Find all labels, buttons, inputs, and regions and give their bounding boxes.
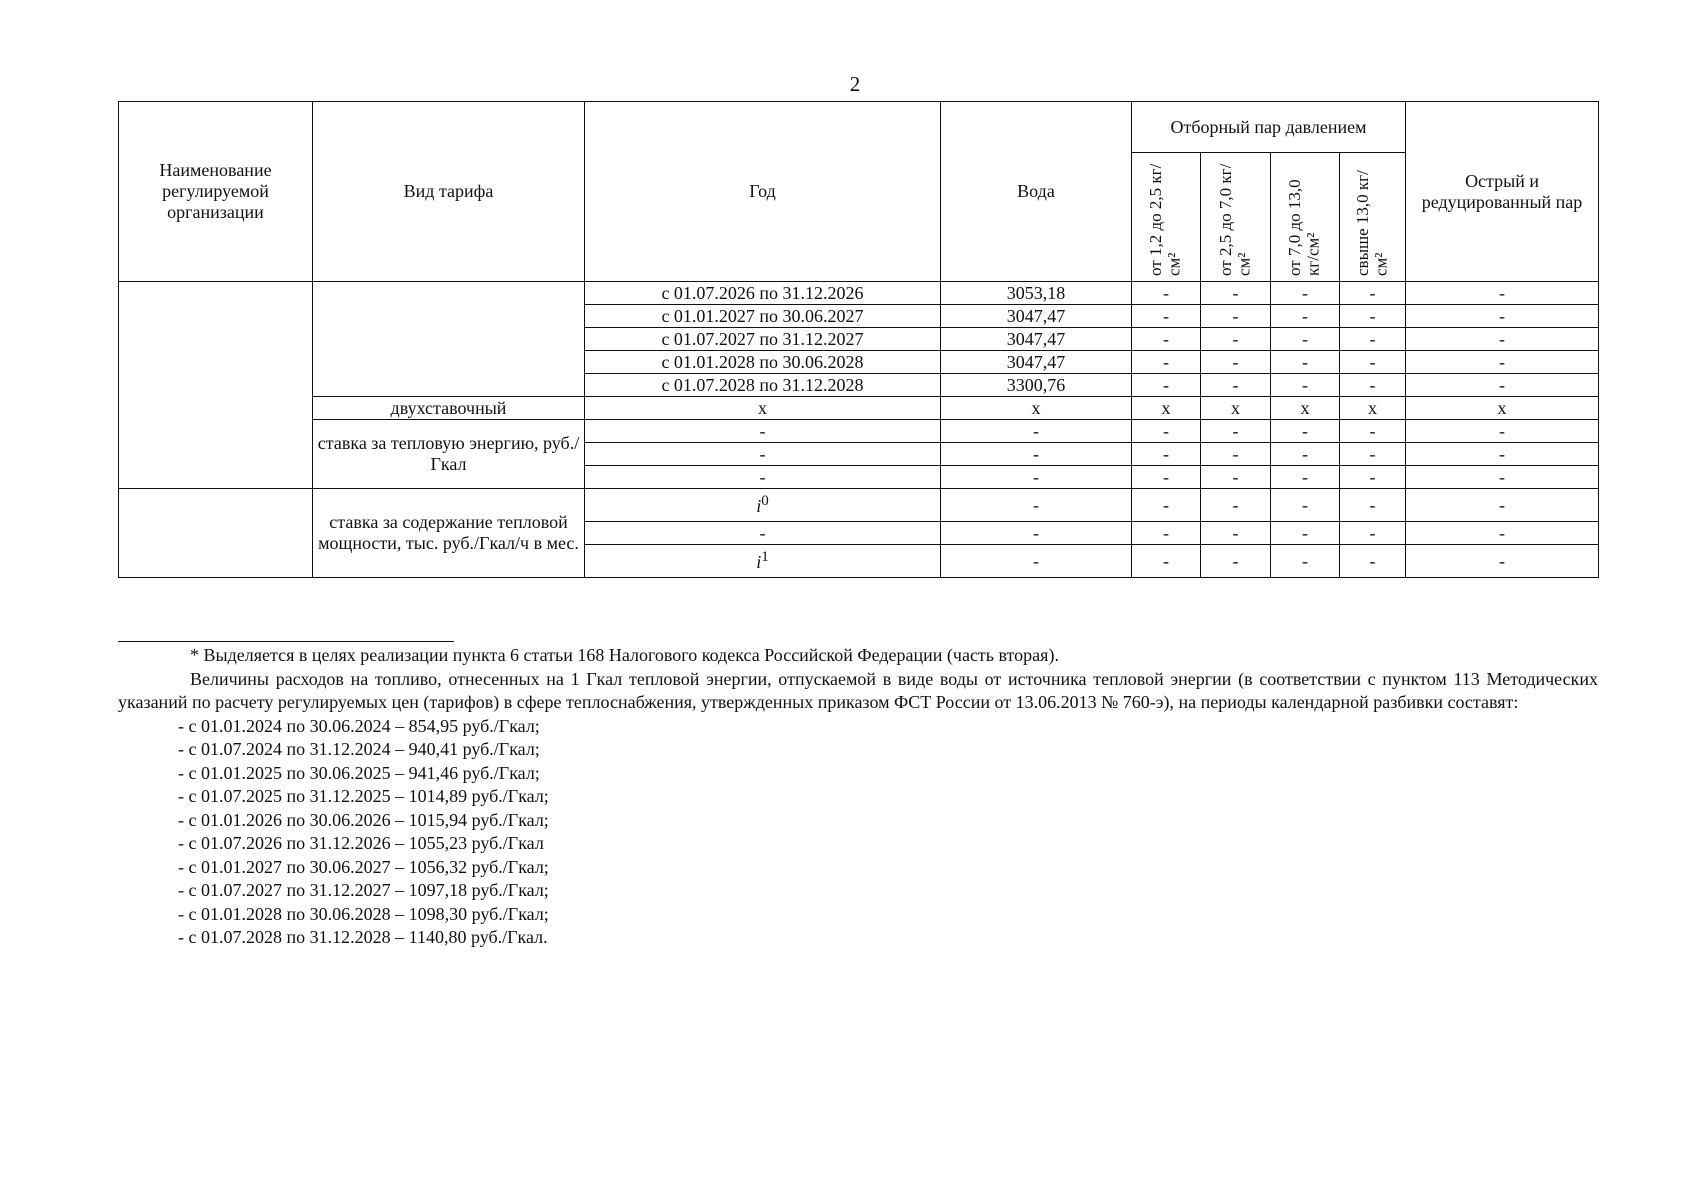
steam-2-cell: -	[1201, 545, 1271, 578]
notes-section	[118, 644, 1598, 950]
water-cell: х	[941, 397, 1132, 420]
sharp-steam-cell: -	[1406, 420, 1599, 443]
steam-1-cell: -	[1132, 374, 1201, 397]
list-item: - с 01.07.2025 по 31.12.2025 – 1014,89 руб./Гкал;	[178, 786, 549, 806]
year-cell: с 01.01.2027 по 30.06.2027	[585, 305, 941, 328]
steam-1-cell: -	[1132, 545, 1201, 578]
footnote-divider	[118, 641, 454, 642]
steam-1-cell: -	[1132, 305, 1201, 328]
header-year: Год	[585, 102, 941, 282]
steam-2-cell: -	[1201, 522, 1271, 545]
water-cell: -	[941, 545, 1132, 578]
steam-3-cell: -	[1271, 443, 1340, 466]
index-symbol: i	[756, 552, 762, 573]
steam-3-cell: х	[1271, 397, 1340, 420]
sharp-steam-cell: -	[1406, 374, 1599, 397]
list-item: - с 01.07.2027 по 31.12.2027 – 1097,18 руб./Гкал;	[178, 880, 549, 900]
steam-4-cell: -	[1340, 489, 1406, 522]
steam-2-cell: х	[1201, 397, 1271, 420]
steam-1-cell: -	[1132, 443, 1201, 466]
year-cell: -	[585, 420, 941, 443]
fuel-cost-list	[118, 715, 1598, 950]
steam-3-cell: -	[1271, 351, 1340, 374]
list-item: - с 01.07.2028 по 31.12.2028 – 1140,80 руб./Гкал.	[178, 927, 548, 947]
list-item: - с 01.01.2026 по 30.06.2026 – 1015,94 руб./Гкал;	[178, 809, 549, 830]
steam-2-cell: -	[1201, 420, 1271, 443]
steam-4-cell: -	[1340, 466, 1406, 489]
steam-4-cell: -	[1340, 282, 1406, 305]
sharp-steam-cell: -	[1406, 305, 1599, 328]
org-name-cell	[119, 282, 313, 489]
org-name-cell-lower	[119, 489, 313, 578]
steam-4-cell: -	[1340, 420, 1406, 443]
steam-1-cell: -	[1132, 420, 1201, 443]
steam-2-cell: -	[1201, 489, 1271, 522]
table-row	[119, 282, 1599, 305]
sharp-steam-cell: х	[1406, 397, 1599, 420]
page-number: 2	[849, 72, 861, 96]
two-rate-label: двухставочный	[313, 397, 585, 420]
sharp-steam-cell: -	[1406, 466, 1599, 489]
steam-4-cell: -	[1340, 545, 1406, 578]
steam-1-cell: -	[1132, 328, 1201, 351]
header-steam-group: Отборный пар давлением	[1132, 102, 1406, 153]
tariff-table	[118, 101, 1599, 578]
steam-3-cell: -	[1271, 328, 1340, 351]
sharp-steam-cell: -	[1406, 522, 1599, 545]
list-item: - с 01.01.2027 по 30.06.2027 – 1056,32 руб./Гкал;	[178, 856, 549, 877]
sharp-steam-cell: -	[1406, 489, 1599, 522]
sharp-steam-cell: -	[1406, 328, 1599, 351]
water-cell: -	[941, 443, 1132, 466]
water-cell: 3047,47	[941, 351, 1132, 374]
index-symbol: i	[756, 496, 762, 517]
water-cell: -	[941, 522, 1132, 545]
header-sharp-steam: Острый и редуцированный пар	[1406, 102, 1599, 282]
steam-4-cell: -	[1340, 328, 1406, 351]
water-cell: 3047,47	[941, 305, 1132, 328]
steam-1-cell: -	[1132, 489, 1201, 522]
header-steam-3	[1271, 153, 1340, 282]
steam-3-cell: -	[1271, 522, 1340, 545]
index-superscript: 0	[761, 493, 769, 510]
steam-1-cell: -	[1132, 522, 1201, 545]
sharp-steam-cell: -	[1406, 282, 1599, 305]
index-cell	[585, 489, 941, 522]
year-cell: х	[585, 397, 941, 420]
header-steam-3-label: от 7,0 до 13,0 кг/см²	[1285, 179, 1323, 276]
steam-4-cell: -	[1340, 443, 1406, 466]
steam-1-cell: -	[1132, 466, 1201, 489]
index-cell	[585, 545, 941, 578]
water-cell: 3053,18	[941, 282, 1132, 305]
header-steam-1	[1132, 153, 1201, 282]
steam-3-cell: -	[1271, 305, 1340, 328]
steam-3-cell: -	[1271, 489, 1340, 522]
water-cell: 3047,47	[941, 328, 1132, 351]
water-cell: -	[941, 420, 1132, 443]
year-cell: -	[585, 443, 941, 466]
year-cell: -	[585, 466, 941, 489]
steam-2-cell: -	[1201, 351, 1271, 374]
header-steam-4	[1340, 153, 1406, 282]
steam-3-cell: -	[1271, 282, 1340, 305]
steam-4-cell: -	[1340, 522, 1406, 545]
steam-4-cell: х	[1340, 397, 1406, 420]
index-superscript: 1	[761, 549, 769, 566]
header-steam-2	[1201, 153, 1271, 282]
steam-2-cell: -	[1201, 374, 1271, 397]
list-item: - с 01.01.2024 по 30.06.2024 – 854,95 руб./Гкал;	[178, 715, 540, 736]
header-tariff-type: Вид тарифа	[313, 102, 585, 282]
sharp-steam-cell: -	[1406, 443, 1599, 466]
table-row	[119, 489, 1599, 522]
steam-4-cell: -	[1340, 305, 1406, 328]
steam-3-cell: -	[1271, 466, 1340, 489]
year-cell: с 01.07.2026 по 31.12.2026	[585, 282, 941, 305]
table-row-two-rate	[119, 397, 1599, 420]
list-item: - с 01.07.2026 по 31.12.2026 – 1055,23 руб./Гкал	[178, 833, 544, 853]
sharp-steam-cell: -	[1406, 545, 1599, 578]
water-cell: -	[941, 466, 1132, 489]
steam-3-cell: -	[1271, 420, 1340, 443]
steam-3-cell: -	[1271, 545, 1340, 578]
header-steam-2-label: от 2,5 до 7,0 кг/см²	[1215, 163, 1254, 276]
steam-1-cell: -	[1132, 282, 1201, 305]
header-steam-4-label: свыше 13,0 кг/см²	[1352, 170, 1391, 276]
list-item: - с 01.01.2025 по 30.06.2025 – 941,46 руб./Гкал;	[178, 762, 540, 783]
steam-2-cell: -	[1201, 443, 1271, 466]
list-item: - с 01.01.2028 по 30.06.2028 – 1098,30 руб./Гкал;	[178, 903, 549, 924]
steam-3-cell: -	[1271, 374, 1340, 397]
steam-2-cell: -	[1201, 328, 1271, 351]
sharp-steam-cell: -	[1406, 351, 1599, 374]
water-cell: -	[941, 489, 1132, 522]
steam-4-cell: -	[1340, 374, 1406, 397]
footnote-text: * Выделяется в целях реализации пункта 6 статьи 168 Налогового кодекса Российской Федерации (часть вторая).	[190, 645, 1059, 665]
notes-paragraph: Величины расходов на топливо, отнесенных на 1 Гкал тепловой энергии, отпускаемой в виде воды от источника тепловой энергии (в соответствии с пунктом 113 Методических указаний по расчету регулируемых цен (тарифов) в сфере теплоснабжения, утвержденных приказом ФСТ России от 13.06.2013 № 760-э), на периоды календарной разбивки составят:	[118, 668, 1598, 712]
energy-rate-label: ставка за тепловую энергию, руб./Гкал	[313, 420, 585, 489]
year-cell: с 01.07.2027 по 31.12.2027	[585, 328, 941, 351]
header-water: Вода	[941, 102, 1132, 282]
table-row	[119, 420, 1599, 443]
steam-2-cell: -	[1201, 466, 1271, 489]
steam-4-cell: -	[1340, 351, 1406, 374]
year-cell: с 01.07.2028 по 31.12.2028	[585, 374, 941, 397]
steam-2-cell: -	[1201, 282, 1271, 305]
steam-1-cell: х	[1132, 397, 1201, 420]
header-steam-1-label: от 1,2 до 2,5 кг/см²	[1146, 163, 1184, 276]
list-item: - с 01.07.2024 по 31.12.2024 – 940,41 руб./Гкал;	[178, 739, 540, 759]
tariff-type-cell	[313, 282, 585, 397]
water-cell: 3300,76	[941, 374, 1132, 397]
index-cell: -	[585, 522, 941, 545]
capacity-rate-label: ставка за содержание тепловой мощности, тыс. руб./Гкал/ч в мес.	[313, 489, 585, 578]
steam-2-cell: -	[1201, 305, 1271, 328]
year-cell: с 01.01.2028 по 30.06.2028	[585, 351, 941, 374]
steam-1-cell: -	[1132, 351, 1201, 374]
header-org-name: Наименование регулируемой организации	[119, 102, 313, 282]
